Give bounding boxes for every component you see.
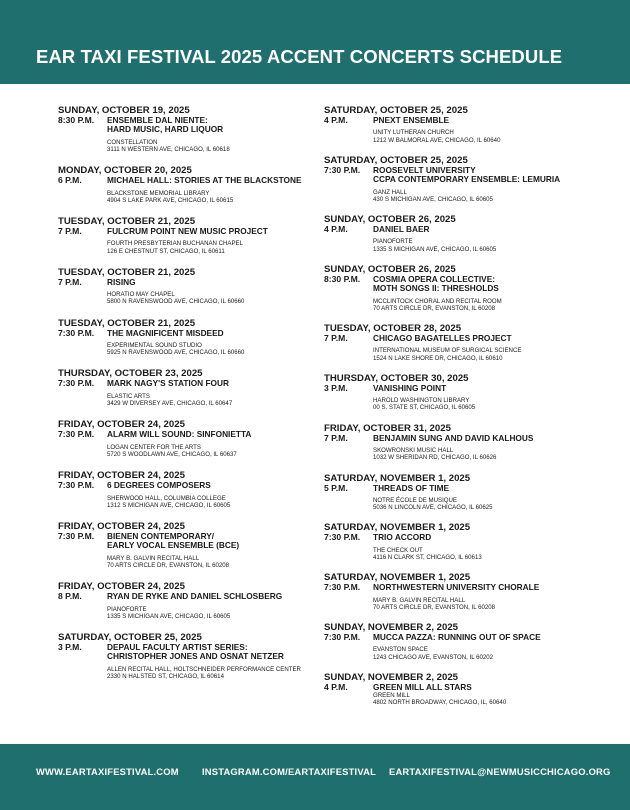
event-title: THREADS OF TIME — [373, 482, 450, 493]
event-row — [324, 484, 586, 512]
event-entry — [58, 166, 320, 204]
page-title: EAR TAXI FESTIVAL 2025 ACCENT CONCERTS SCHEDULE — [36, 46, 563, 67]
event-details — [373, 334, 586, 362]
event-details — [373, 583, 586, 611]
event-details — [373, 116, 586, 144]
event-entry — [324, 623, 586, 661]
event-entry — [324, 156, 586, 203]
event-time: 7:30 P.M. — [324, 631, 361, 642]
event-details — [373, 633, 586, 661]
event-time: 4 P.M. — [324, 115, 348, 125]
event-entry — [58, 633, 320, 680]
event-time: 7:30 P.M. — [58, 480, 95, 491]
event-details — [107, 532, 320, 569]
event-venue: EVANSTON SPACE — [373, 646, 428, 654]
event-venue: NOTRE ÉCOLE DE MUSIQUE — [373, 496, 457, 504]
event-time: 8:30 P.M. — [58, 115, 95, 125]
event-address: 1335 S MICHIGAN AVE, CHICAGO, IL 60605 — [373, 245, 497, 253]
event-date: SATURDAY, OCTOBER 25, 2025 — [324, 154, 468, 166]
event-venue: BLACKSTONE MEMORIAL LIBRARY — [107, 189, 210, 197]
event-venue: FOURTH PRESBYTERIAN BUCHANAN CHAPEL — [107, 240, 244, 248]
event-date: TUESDAY, OCTOBER 28, 2025 — [324, 323, 462, 335]
event-address: 1312 S MICHIGAN AVE, CHICAGO, IL 60605 — [107, 501, 231, 509]
event-entry — [58, 582, 320, 620]
event-row — [324, 683, 586, 707]
event-time: 8:30 P.M. — [324, 273, 361, 284]
event-row — [324, 533, 586, 561]
event-details — [107, 592, 320, 620]
event-address: 1335 S MICHIGAN AVE, CHICAGO, IL 60605 — [107, 612, 231, 620]
event-time: 7:30 P.M. — [58, 429, 95, 440]
event-date: SUNDAY, OCTOBER 26, 2025 — [324, 214, 456, 226]
event-time: 4 P.M. — [324, 681, 348, 692]
event-row — [58, 592, 320, 620]
email-link[interactable]: EARTAXIFESTIVAL@NEWMUSICCHICAGO.ORG — [389, 766, 611, 777]
event-venue: SKOWRONSKI MUSIC HALL — [373, 447, 454, 455]
event-details — [373, 484, 586, 512]
event-address: 126 E CHESTNUT ST, CHICAGO, IL 60611 — [107, 247, 225, 255]
website-link[interactable]: WWW.EARTAXIFESTIVAL.COM — [36, 766, 179, 777]
event-row — [58, 278, 320, 306]
event-details — [107, 379, 320, 407]
event-venue: SHERWOOD HALL, COLUMBIA COLLEGE — [107, 494, 226, 502]
event-address: 4904 S LAKE PARK AVE, CHICAGO, IL 60615 — [107, 196, 234, 204]
event-date: MONDAY, OCTOBER 20, 2025 — [58, 165, 192, 177]
event-date: TUESDAY, OCTOBER 21, 2025 — [58, 266, 196, 278]
event-address: 5036 N LINCOLN AVE, CHICAGO, IL 60625 — [373, 504, 493, 512]
event-title: ALARM WILL SOUND: SINFONIETTA — [107, 429, 252, 440]
event-date: FRIDAY, OCTOBER 24, 2025 — [58, 419, 185, 431]
event-title: DEPAUL FACULTY ARTIST SERIES: CHRISTOPHER JONES AND OSNAT NETZER — [107, 641, 284, 662]
event-title: BENJAMIN SUNG AND DAVID KALHOUS — [373, 432, 534, 443]
event-time: 7:30 P.M. — [58, 378, 95, 389]
event-time: 7:30 P.M. — [324, 532, 361, 543]
event-title: RYAN DE RYKE AND DANIEL SCHLOSBERG — [107, 591, 283, 602]
event-entry — [58, 369, 320, 407]
event-details — [107, 176, 320, 204]
event-time: 7:30 P.M. — [58, 530, 95, 541]
event-date: SATURDAY, OCTOBER 25, 2025 — [324, 105, 468, 116]
event-details — [107, 227, 320, 255]
event-entry — [58, 217, 320, 255]
event-address: 2330 N HALSTED ST, CHICAGO, IL 60614 — [107, 672, 224, 680]
event-title: VANISHING POINT — [373, 382, 447, 393]
event-row — [324, 434, 586, 462]
instagram-link[interactable]: INSTAGRAM.COM/EARTAXIFESTIVAL — [202, 766, 377, 777]
event-entry — [324, 374, 586, 412]
event-entry — [58, 471, 320, 509]
event-date: TUESDAY, OCTOBER 21, 2025 — [58, 317, 196, 329]
event-details — [373, 384, 586, 412]
event-address: 430 S MICHIGAN AVE, CHICAGO, IL 60605 — [373, 195, 493, 203]
event-time: 7:30 P.M. — [324, 582, 361, 593]
event-title: PNEXT ENSEMBLE — [373, 115, 450, 125]
event-row — [324, 633, 586, 661]
event-title: 6 DEGREES COMPOSERS — [107, 480, 211, 491]
event-row — [324, 275, 586, 312]
event-entry — [58, 319, 320, 357]
event-time: 3 P.M. — [58, 641, 82, 652]
event-row — [58, 227, 320, 255]
event-date: THURSDAY, OCTOBER 30, 2025 — [324, 372, 469, 384]
event-entry — [324, 474, 586, 512]
event-title: RISING — [107, 276, 136, 287]
event-venue: UNITY LUTHERAN CHURCH — [373, 129, 454, 137]
event-venue: MCCLINTOCK CHORAL AND RECITAL ROOM — [373, 297, 502, 305]
event-date: SUNDAY, NOVEMBER 2, 2025 — [324, 671, 459, 683]
event-address: 1524 N LAKE SHORE DR, CHICAGO, IL 60610 — [373, 354, 503, 362]
event-venue: ALLEN RECITAL HALL, HOLTSCHNEIDER PERFORMANCE CENTER — [107, 665, 301, 673]
event-time: 8 P.M. — [58, 591, 82, 602]
event-address: 70 ARTS CIRCLE DR, EVANSTON, IL 60208 — [373, 603, 496, 611]
event-address: 70 ARTS CIRCLE DR, EVANSTON, IL 60208 — [107, 561, 230, 569]
event-details — [107, 329, 320, 357]
event-venue: THE CHECK OUT — [373, 546, 423, 554]
event-time: 3 P.M. — [324, 382, 348, 393]
event-details — [107, 430, 320, 458]
event-row — [58, 643, 320, 680]
event-venue: MARY B. GALVIN RECITAL HALL — [373, 596, 466, 604]
event-entry — [324, 424, 586, 462]
event-venue: GREEN MILL — [373, 692, 410, 700]
event-entry — [324, 673, 586, 707]
event-row — [58, 532, 320, 569]
event-row — [324, 116, 586, 144]
event-address: 70 ARTS CIRCLE DR, EVANSTON, IL 60208 — [373, 304, 496, 312]
schedule-column-right — [324, 106, 586, 707]
event-entry — [58, 522, 320, 569]
event-date: FRIDAY, OCTOBER 24, 2025 — [58, 470, 185, 482]
event-venue: HAROLD WASHINGTON LIBRARY — [373, 397, 470, 405]
event-entry — [58, 420, 320, 458]
event-entry — [58, 268, 320, 306]
event-row — [58, 379, 320, 407]
event-title: TRIO ACCORD — [373, 532, 432, 543]
event-venue: HORATIO MAY CHAPEL — [107, 291, 175, 299]
event-address: 4116 N CLARK ST, CHICAGO, IL 60613 — [373, 553, 482, 561]
event-details — [107, 643, 320, 680]
event-date: SATURDAY, NOVEMBER 1, 2025 — [324, 472, 471, 484]
event-title: CHICAGO BAGATELLES PROJECT — [373, 333, 512, 344]
event-date: SUNDAY, OCTOBER 19, 2025 — [58, 105, 190, 116]
event-details — [107, 116, 320, 153]
event-details — [107, 481, 320, 509]
event-address: 5720 S WOODLAWN AVE, CHICAGO, IL 60637 — [107, 450, 237, 458]
event-time: 7 P.M. — [58, 276, 82, 287]
event-row — [324, 384, 586, 412]
event-venue: ELASTIC ARTS — [107, 392, 150, 400]
event-venue: PIANOFORTE — [373, 238, 413, 246]
event-details — [373, 683, 586, 707]
event-row — [58, 116, 320, 153]
event-address: 1243 CHICAGO AVE, EVANSTON, IL 60202 — [373, 653, 494, 661]
event-time: 7:30 P.M. — [58, 327, 95, 338]
event-address: 4802 NORTH BROADWAY, CHICAGO, IL, 60640 — [373, 699, 507, 707]
event-details — [373, 434, 586, 462]
event-address: 3111 N WESTERN AVE, CHICAGO, IL 60618 — [107, 146, 230, 154]
event-time: 6 P.M. — [58, 175, 82, 186]
event-entry — [324, 324, 586, 362]
event-details — [373, 275, 586, 312]
event-row — [58, 329, 320, 357]
event-title: COSMIA OPERA COLLECTIVE: MOTH SONGS II: THRESHOLDS — [373, 273, 499, 294]
event-title: GREEN MILL ALL STARS — [373, 681, 472, 692]
event-address: 3429 W DIVERSEY AVE, CHICAGO, IL 60647 — [107, 400, 233, 408]
event-venue: LOGAN CENTER FOR THE ARTS — [107, 443, 201, 451]
event-title: ROOSEVELT UNIVERSITY CCPA CONTEMPORARY ENSEMBLE: LEMURIA — [373, 164, 561, 185]
event-title: MUCCA PAZZA: RUNNING OUT OF SPACE — [373, 631, 541, 642]
event-time: 7 P.M. — [58, 226, 82, 237]
event-venue: GANZ HALL — [373, 188, 407, 196]
event-address: 00 S. STATE ST, CHICAGO, IL 60605 — [373, 404, 476, 412]
event-row — [324, 583, 586, 611]
event-venue: MARY B. GALVIN RECITAL HALL — [107, 554, 200, 562]
event-date: SATURDAY, NOVEMBER 1, 2025 — [324, 522, 471, 534]
event-time: 5 P.M. — [324, 482, 348, 493]
event-entry — [324, 106, 586, 144]
event-row — [58, 430, 320, 458]
footer-band — [0, 744, 630, 810]
event-title: BIENEN CONTEMPORARY/ EARLY VOCAL ENSEMBLE (BCE) — [107, 530, 240, 551]
event-entry — [324, 265, 586, 312]
event-date: THURSDAY, OCTOBER 23, 2025 — [58, 368, 203, 380]
event-details — [107, 278, 320, 306]
event-date: FRIDAY, OCTOBER 31, 2025 — [324, 422, 451, 434]
event-date: FRIDAY, OCTOBER 24, 2025 — [58, 520, 185, 532]
event-title: ENSEMBLE DAL NIENTE: HARD MUSIC, HARD LIQUOR — [107, 115, 224, 135]
event-time: 4 P.M. — [324, 224, 348, 235]
event-details — [373, 166, 586, 203]
event-entry — [58, 106, 320, 153]
event-date: SUNDAY, NOVEMBER 2, 2025 — [324, 621, 459, 633]
event-row — [324, 166, 586, 203]
event-row — [58, 481, 320, 509]
event-address: 1032 W SHERIDAN RD, CHICAGO, IL 60626 — [373, 454, 497, 462]
event-title: MICHAEL HALL: STORIES AT THE BLACKSTONE — [107, 175, 302, 186]
event-title: NORTHWESTERN UNIVERSITY CHORALE — [373, 582, 540, 593]
schedule-column-left — [58, 106, 320, 680]
event-time: 7 P.M. — [324, 432, 348, 443]
event-title: THE MAGNIFICENT MISDEED — [107, 327, 224, 338]
event-row — [324, 225, 586, 253]
event-venue: EXPERIMENTAL SOUND STUDIO — [107, 342, 202, 350]
event-title: DANIEL BAER — [373, 224, 430, 235]
event-venue: CONSTELLATION — [107, 138, 158, 146]
event-address: 5800 N RAVENSWOOD AVE, CHICAGO, IL 60660 — [107, 298, 245, 306]
event-row — [324, 334, 586, 362]
event-date: SUNDAY, OCTOBER 26, 2025 — [324, 263, 456, 275]
event-venue: INTERNATIONAL MUSEUM OF SURGICAL SCIENCE — [373, 347, 522, 355]
event-title: FULCRUM POINT NEW MUSIC PROJECT — [107, 226, 268, 237]
event-title: MARK NAGY'S STATION FOUR — [107, 378, 229, 389]
event-date: TUESDAY, OCTOBER 21, 2025 — [58, 216, 196, 228]
event-date: SATURDAY, OCTOBER 25, 2025 — [58, 631, 202, 643]
event-time: 7:30 P.M. — [324, 164, 361, 175]
header-band — [0, 0, 630, 84]
event-date: FRIDAY, OCTOBER 24, 2025 — [58, 581, 185, 593]
event-venue: PIANOFORTE — [107, 605, 147, 613]
event-time: 7 P.M. — [324, 333, 348, 344]
event-address: 1212 W BALMORAL AVE, CHICAGO, IL 60640 — [373, 136, 501, 144]
event-details — [373, 533, 586, 561]
event-date: SATURDAY, NOVEMBER 1, 2025 — [324, 572, 471, 584]
event-entry — [324, 523, 586, 561]
event-address: 5925 N RAVENSWOOD AVE, CHICAGO, IL 60660 — [107, 349, 245, 357]
event-row — [58, 176, 320, 204]
event-entry — [324, 215, 586, 253]
event-details — [373, 225, 586, 253]
event-entry — [324, 573, 586, 611]
